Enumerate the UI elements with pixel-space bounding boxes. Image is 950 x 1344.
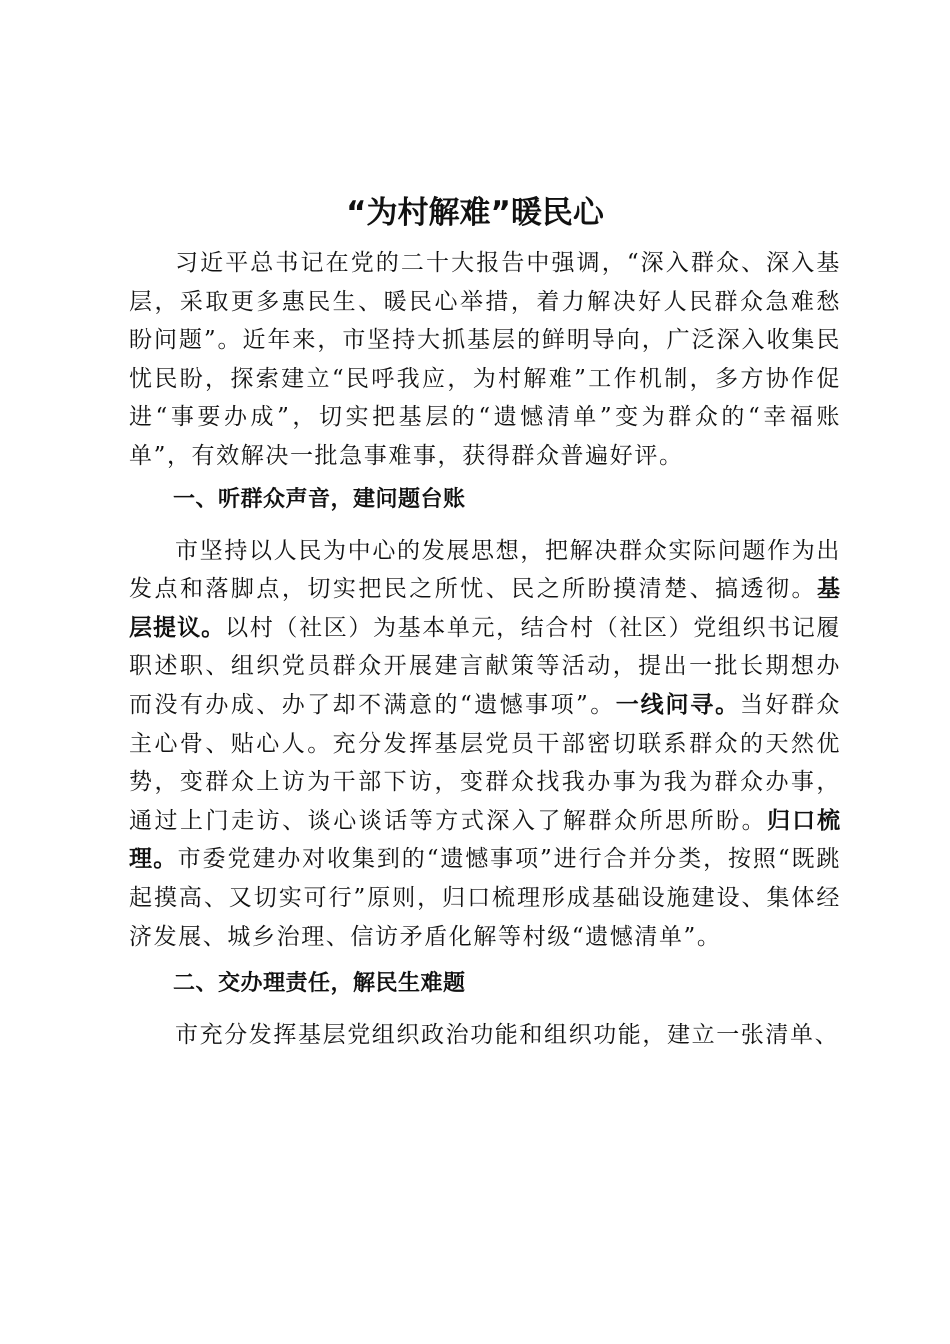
- lead-guikou-shuli: 归口梳理。: [129, 807, 842, 873]
- section-1-paragraph: [129, 532, 841, 957]
- lead-yixian-wenxun: 一线问寻。: [615, 691, 741, 718]
- intro-paragraph: 习近平总书记在党的二十大报告中强调，“深入群众、深入基层，采取更多惠民生、暖民心举措，着力解决好人民群众急难愁盼问题”。近年来，市坚持大抓基层的鲜明导向，广泛深入收集民忧民盼，探索建立“民呼我应，为村解难”工作机制，多方协作促进“事要办成”，切实把基层的“遗憾清单”变为群众的“幸福账单”，有效解决一批急事难事，获得群众普遍好评。: [129, 250, 841, 469]
- lead-jiceng-tiyi: 基层提议。: [129, 576, 841, 641]
- text-jiceng-tiyi: 以村（社区）为基本单元，结合村（社区）党组织书记履职述职、组织党员群众开展建言献策等活动，提出一批长期想办而没有办成、办了却不满意的“遗憾事项”。: [129, 614, 842, 718]
- section-2-paragraph: 市充分发挥基层党组织政治功能和组织功能，建立一张清单、: [175, 1022, 840, 1049]
- section-1-intro-text: 市坚持以人民为中心的发展思想，把解决群众实际问题作为出发点和落脚点，切实把民之所忧、民之所盼摸清楚、搞透彻。: [129, 537, 841, 603]
- section-2-heading: 二、交办理责任，解民生难题: [173, 971, 466, 997]
- document-body: [129, 244, 841, 1055]
- section-1-heading: 一、听群众声音，建问题台账: [173, 486, 466, 512]
- document-title: “为村解难”暖民心: [346, 195, 604, 231]
- text-yixian-wenxun: 当好群众主心骨、贴心人。充分发挥基层党员干部密切联系群众的天然优势，变群众上访为干部下访，变群众找我办事为我为群众办事，通过上门走访、谈心谈话等方式深入了解群众所思所盼。: [129, 691, 841, 834]
- text-guikou-shuli: 市委党建办对收集到的“遗憾事项”进行合并分类，按照“既跳起摸高、又切实可行”原则，归口梳理形成基础设施建设、集体经济发展、城乡治理、信访矛盾化解等村级“遗憾清单”。: [129, 846, 842, 950]
